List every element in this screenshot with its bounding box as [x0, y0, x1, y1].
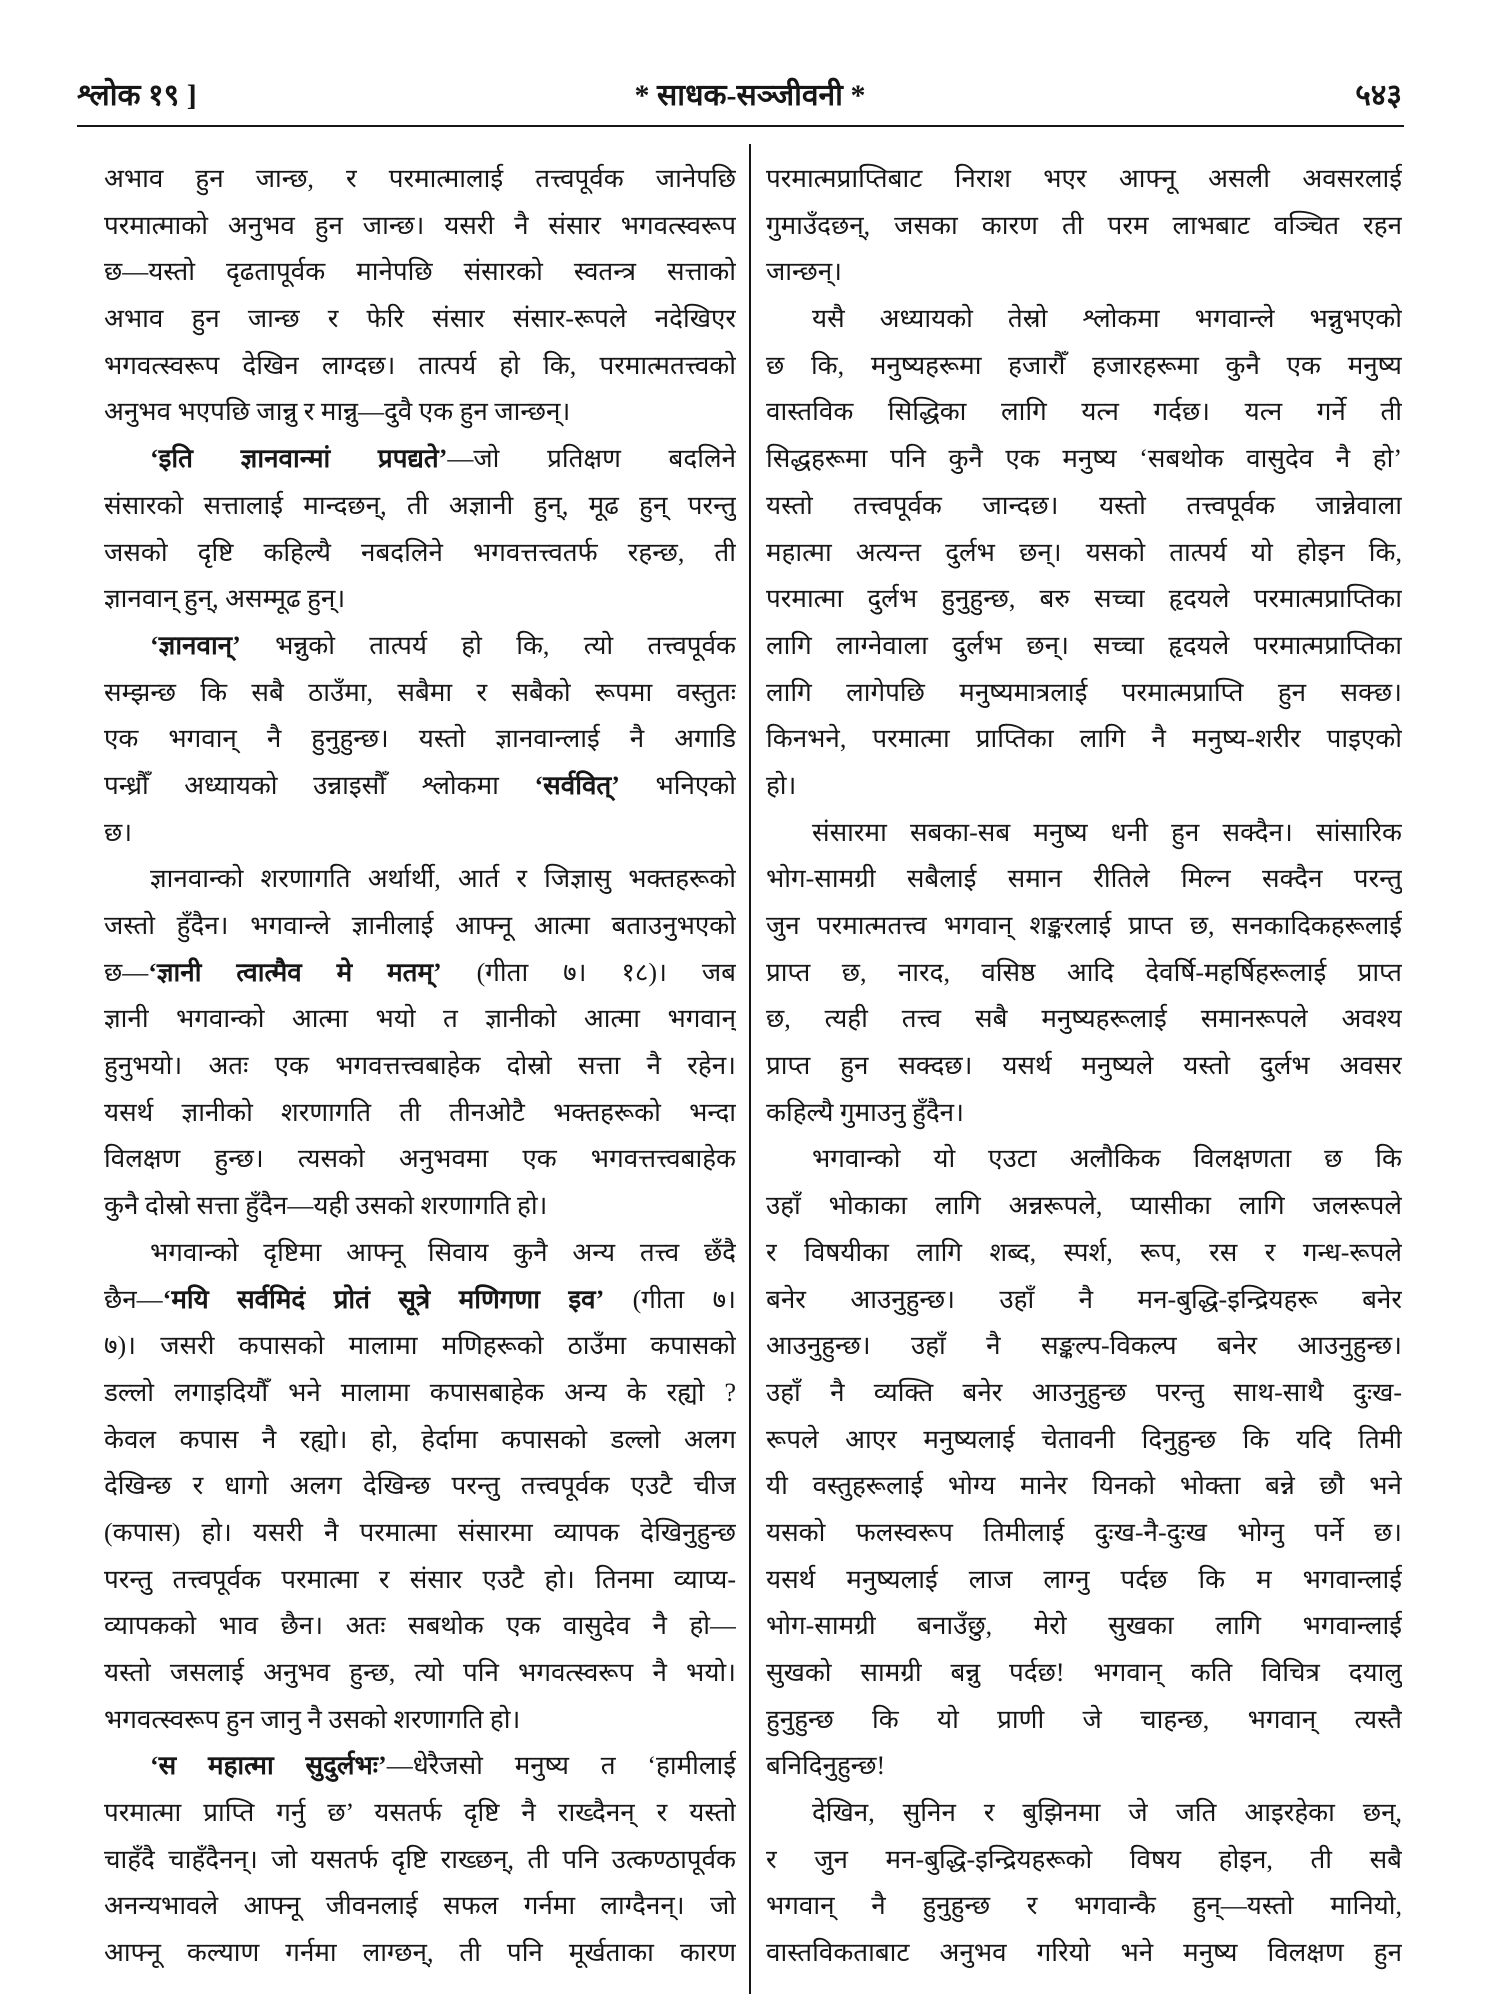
- text-line: [104, 1510, 736, 1557]
- text-segment: अनन्यभावले आफ्नू जीवनलाई सफल गर्नमा लाग्दैनन्। जो: [104, 1891, 736, 1921]
- text-segment: भगवत्स्वरूप हुन जानु नै उसको शरणागति हो।: [104, 1704, 521, 1734]
- text-segment: अनुभव भएपछि जान्नु र मान्नु—दुवै एक हुन जान्छन्।: [104, 397, 571, 427]
- text-segment: (गीता ७।: [604, 1284, 736, 1314]
- bold-phrase: ‘मयि सर्वमिदं प्रोतं सूत्रे मणिगणा इव’: [162, 1284, 605, 1314]
- text-line: [766, 1883, 1402, 1930]
- paragraph: [104, 856, 736, 1230]
- text-segment: संसारमा सबका-सब मनुष्य धनी हुन सक्दैन। सांसारिक: [812, 817, 1402, 847]
- text-line: [104, 903, 736, 950]
- text-line: [766, 249, 1402, 296]
- text-line: [104, 1090, 736, 1137]
- paragraph: [766, 296, 1402, 810]
- text-segment: किनभने, परमात्मा प्राप्तिका लागि नै मनुष्य-शरीर पाइएको: [766, 724, 1402, 754]
- text-segment: देखिन्छ र धागो अलग देखिन्छ परन्तु तत्त्वपूर्वक एउटै चीज: [104, 1471, 736, 1501]
- text-segment: यी वस्तुहरूलाई भोग्य मानेर यिनको भोक्ता बन्ने छौ भने: [766, 1471, 1402, 1501]
- text-segment: सुखको सामग्री बन्नु पर्दछ! भगवान् कति विचित्र दयालु: [766, 1658, 1402, 1687]
- text-segment: परमात्माको अनुभव हुन जान्छ। यसरी नै संसार भगवत्स्वरूप: [104, 210, 736, 240]
- text-line: [104, 716, 736, 763]
- text-segment: भोग-सामग्री बनाउँछु, मेरो सुखका लागि भगवान्लाई: [766, 1611, 1402, 1641]
- text-line: [766, 950, 1402, 997]
- text-line: [104, 1650, 736, 1697]
- text-line: [104, 1323, 736, 1370]
- paragraph: [766, 1790, 1402, 1977]
- text-line: [104, 856, 736, 903]
- text-line: [104, 576, 736, 623]
- text-segment: छैन—: [104, 1284, 163, 1314]
- text-line: [104, 483, 736, 530]
- text-line: [766, 903, 1402, 950]
- text-segment: महात्मा अत्यन्त दुर्लभ छन्। यसको तात्पर्य यो होइन कि,: [766, 537, 1402, 567]
- text-segment: छ—यस्तो दृढतापूर्वक मानेपछि संसारको स्वतन्त्र सत्ताको: [104, 257, 736, 287]
- text-line: [766, 1557, 1402, 1604]
- text-segment: भगवत्स्वरूप देखिन लाग्दछ। तात्पर्य हो कि, परमात्मतत्त्वको: [104, 350, 736, 380]
- text-line: [104, 203, 736, 250]
- text-line: [766, 1650, 1402, 1697]
- text-line: [104, 996, 736, 1043]
- text-line: [766, 1837, 1402, 1884]
- text-line: [766, 343, 1402, 390]
- header-rule: [77, 125, 1404, 127]
- column-left: [104, 156, 736, 1977]
- text-segment: हुनुहुन्छ कि यो प्राणी जे चाहन्छ, भगवान् त्यस्तै: [766, 1704, 1402, 1734]
- text-segment: जान्छन्।: [766, 257, 842, 287]
- text-segment: छ कि, मनुष्यहरूमा हजारौँ हजारहरूमा कुनै एक मनुष्य: [766, 350, 1402, 380]
- text-line: [104, 1697, 736, 1744]
- text-line: [766, 810, 1402, 857]
- text-segment: केवल कपास नै रह्यो। हो, हेर्दामा कपासको डल्लो अलग: [104, 1424, 736, 1454]
- text-segment: रूपले आएर मनुष्यलाई चेतावनी दिनुहुन्छ कि यदि तिमी: [766, 1424, 1402, 1454]
- text-segment: परन्तु तत्त्वपूर्वक परमात्मा र संसार एउटै हो। तिनमा व्याप्य-: [104, 1564, 736, 1594]
- text-line: [766, 1323, 1402, 1370]
- text-segment: बनेर आउनुहुन्छ। उहाँ नै मन-बुद्धि-इन्द्रियहरू बनेर: [766, 1284, 1402, 1314]
- text-line: [766, 1743, 1402, 1790]
- text-segment: अभाव हुन जान्छ, र परमात्मालाई तत्त्वपूर्वक जानेपछि: [104, 164, 736, 193]
- text-line: [766, 1136, 1402, 1183]
- text-segment: कहिल्यै गुमाउनु हुँदैन।: [766, 1097, 964, 1127]
- text-line: [104, 1463, 736, 1510]
- text-segment: चाहँदै चाहँदैनन्। जो यसतर्फ दृष्टि राख्छन्, ती पनि उत्कण्ठापूर्वक: [104, 1844, 736, 1874]
- text-line: [766, 203, 1402, 250]
- text-segment: देखिन, सुनिन र बुझिनमा जे जति आइरहेका छन्,: [812, 1798, 1402, 1828]
- text-segment: भगवान्को दृष्टिमा आफ्नू सिवाय कुनै अन्य तत्त्व छँदै: [150, 1237, 736, 1267]
- text-segment: विलक्षण हुन्छ। त्यसको अनुभवमा एक भगवत्तत्त्वबाहेक: [104, 1144, 736, 1174]
- text-segment: अभाव हुन जान्छ र फेरि संसार संसार-रूपले नदेखिएर: [104, 304, 736, 334]
- text-line: [766, 1463, 1402, 1510]
- text-line: [104, 1230, 736, 1277]
- text-segment: भोग-सामग्री सबैलाई समान रीतिले मिल्न सक्दैन परन्तु: [766, 864, 1402, 894]
- text-line: [104, 1743, 736, 1790]
- text-line: [104, 1043, 736, 1090]
- text-line: [766, 763, 1402, 810]
- text-segment: संसारको सत्तालाई मान्दछन्, ती अज्ञानी हुन्, मूढ हुन् परन्तु: [104, 490, 736, 520]
- text-segment: छ, त्यही तत्त्व सबै मनुष्यहरूलाई समानरूपले अवश्य: [766, 1004, 1402, 1034]
- text-line: [766, 623, 1402, 670]
- text-line: [104, 1930, 736, 1977]
- text-segment: जसको दृष्टि कहिल्यै नबदलिने भगवत्तत्त्वतर्फ रहन्छ, ती: [104, 537, 736, 567]
- text-line: [766, 1790, 1402, 1837]
- text-segment: परमात्मप्राप्तिबाट निराश भएर आफ्नू असली अवसरलाई: [766, 164, 1402, 193]
- text-line: [104, 343, 736, 390]
- text-segment: प्राप्त हुन सक्दछ। यसर्थ मनुष्यले यस्तो दुर्लभ अवसर: [766, 1051, 1402, 1081]
- text-line: [104, 1837, 736, 1884]
- paragraph: [766, 1136, 1402, 1790]
- text-segment: आफ्नू कल्याण गर्नमा लाग्छन्, ती पनि मूर्खताका कारण: [104, 1938, 736, 1968]
- text-line: [104, 1603, 736, 1650]
- text-segment: सम्झन्छ कि सबै ठाउँमा, सबैमा र सबैको रूपमा वस्तुतः: [104, 677, 736, 707]
- bold-phrase: ‘ज्ञानवान्’: [150, 630, 241, 660]
- text-line: [766, 856, 1402, 903]
- text-line: [766, 483, 1402, 530]
- text-line: [766, 1697, 1402, 1744]
- text-line: [766, 156, 1402, 203]
- text-line: [766, 1230, 1402, 1277]
- page-number: ५४३: [1355, 79, 1402, 112]
- text-line: [766, 296, 1402, 343]
- paragraph: [104, 1743, 736, 1976]
- text-line: [104, 436, 736, 483]
- text-line: [104, 810, 736, 857]
- text-segment: प्राप्त छ, नारद, वसिष्ठ आदि देवर्षि-महर्षिहरूलाई प्राप्त: [766, 957, 1402, 987]
- text-line: [766, 436, 1402, 483]
- text-segment: व्यापकको भाव छैन। अतः सबथोक एक वासुदेव नै हो—: [104, 1611, 736, 1641]
- text-line: [766, 1510, 1402, 1557]
- text-line: [766, 1183, 1402, 1230]
- text-segment: (कपास) हो। यसरी नै परमात्मा संसारमा व्यापक देखिनुहुन्छ: [104, 1517, 736, 1547]
- text-segment: लागि लाग्नेवाला दुर्लभ छन्। सच्चा हृदयले परमात्मप्राप्तिका: [766, 630, 1402, 660]
- text-line: [104, 296, 736, 343]
- text-segment: लागि लागेपछि मनुष्यमात्रलाई परमात्मप्राप्ति हुन सक्छ।: [766, 677, 1402, 707]
- text-segment: वास्तविकताबाट अनुभव गरियो भने मनुष्य विलक्षण हुन: [766, 1938, 1402, 1968]
- bold-phrase: ‘इति ज्ञानवान्मां प्रपद्यते’: [150, 444, 448, 474]
- text-line: [104, 1883, 736, 1930]
- text-line: [766, 389, 1402, 436]
- bold-phrase: ‘स महात्मा सुदुर्लभः’: [150, 1751, 387, 1781]
- text-segment: कुनै दोस्रो सत्ता हुँदैन—यही उसको शरणागति हो।: [104, 1191, 548, 1221]
- text-segment: —धेरैजसो मनुष्य त ‘हामीलाई: [386, 1751, 736, 1781]
- text-segment: परमात्मा दुर्लभ हुनुहुन्छ, बरु सच्चा हृदयले परमात्मप्राप्तिका: [766, 584, 1402, 614]
- text-segment: वास्तविक सिद्धिका लागि यत्न गर्दछ। यत्न गर्ने ती: [766, 397, 1402, 427]
- running-head-title: * साधक-सञ्जीवनी *: [634, 79, 866, 112]
- text-segment: (गीता ७। १८)। जब: [441, 957, 736, 987]
- text-line: [766, 670, 1402, 717]
- text-segment: यसै अध्यायको तेस्रो श्लोकमा भगवान्ले भन्नुभएको: [812, 304, 1402, 334]
- text-segment: गुमाउँदछन्, जसका कारण ती परम लाभबाट वञ्चित रहन: [766, 210, 1402, 240]
- text-line: [766, 1417, 1402, 1464]
- text-line: [104, 1370, 736, 1417]
- text-line: [104, 1790, 736, 1837]
- text-segment: आउनुहुन्छ। उहाँ नै सङ्कल्प-विकल्प बनेर आउनुहुन्छ।: [766, 1331, 1402, 1361]
- text-segment: भन्नुको तात्पर्य हो कि, त्यो तत्त्वपूर्वक: [240, 630, 736, 660]
- paragraph: [104, 156, 736, 436]
- column-divider: [749, 144, 751, 1994]
- text-segment: डल्लो लगाइदियौँ भने मालामा कपासबाहेक अन्य के रह्यो ?: [104, 1377, 736, 1407]
- paragraph: [104, 436, 736, 623]
- text-segment: जुन परमात्मतत्त्व भगवान् शङ्करलाई प्राप्त छ, सनकादिकहरूलाई: [766, 911, 1402, 940]
- text-segment: एक भगवान् नै हुनुहुन्छ। यस्तो ज्ञानवान्लाई नै अगाडि: [104, 724, 736, 754]
- paragraph: [104, 1230, 736, 1744]
- text-segment: छ।: [104, 817, 133, 847]
- text-line: [766, 996, 1402, 1043]
- text-line: [766, 1277, 1402, 1324]
- text-line: [104, 763, 736, 810]
- text-segment: यसर्थ ज्ञानीको शरणागति ती तीनओटै भक्तहरूको भन्दा: [104, 1097, 736, 1127]
- text-line: [104, 389, 736, 436]
- text-segment: र जुन मन-बुद्धि-इन्द्रियहरूको विषय होइन, ती सबै: [766, 1844, 1402, 1874]
- text-segment: यस्तो जसलाई अनुभव हुन्छ, त्यो पनि भगवत्स्वरूप नै भयो।: [104, 1658, 736, 1687]
- text-line: [104, 1557, 736, 1604]
- text-segment: परमात्मा प्राप्ति गर्नु छ’ यसतर्फ दृष्टि नै राख्दैनन् र यस्तो: [104, 1798, 736, 1828]
- text-segment: हो।: [766, 770, 797, 800]
- paragraph: [766, 156, 1402, 296]
- text-segment: पन्ध्रौँ अध्यायको उन्नाइसौँ श्लोकमा: [104, 770, 535, 800]
- text-segment: ज्ञानी भगवान्को आत्मा भयो त ज्ञानीको आत्मा भगवान्: [104, 1004, 736, 1034]
- text-segment: यस्तो तत्त्वपूर्वक जान्दछ। यस्तो तत्त्वपूर्वक जान्नेवाला: [766, 490, 1402, 520]
- text-line: [104, 530, 736, 577]
- text-segment: र विषयीका लागि शब्द, स्पर्श, रूप, रस र गन्ध-रूपले: [766, 1237, 1402, 1267]
- text-line: [766, 530, 1402, 577]
- bold-phrase: ‘सर्ववित्’: [534, 770, 620, 800]
- text-line: [766, 1090, 1402, 1137]
- text-line: [104, 249, 736, 296]
- text-segment: छ—: [104, 957, 149, 987]
- text-segment: बनिदिनुहुन्छ!: [766, 1751, 886, 1781]
- running-head-section: श्लोक १९ ]: [77, 79, 197, 112]
- text-line: [104, 950, 736, 997]
- paragraph: [766, 810, 1402, 1137]
- text-segment: यसर्थ मनुष्यलाई लाज लाग्नु पर्दछ कि म भगवान्लाई: [766, 1564, 1402, 1594]
- text-segment: ज्ञानवान्को शरणागति अर्थार्थी, आर्त र जिज्ञासु भक्तहरूको: [150, 864, 736, 894]
- text-segment: सिद्धहरूमा पनि कुनै एक मनुष्य ‘सबथोक वासुदेव नै हो’: [766, 444, 1402, 474]
- text-line: [104, 1183, 736, 1230]
- text-segment: जस्तो हुँदैन। भगवान्ले ज्ञानीलाई आफ्नू आत्मा बताउनुभएको: [104, 911, 736, 940]
- text-segment: उहाँ नै व्यक्ति बनेर आउनुहुन्छ परन्तु साथ-साथै दुःख-: [766, 1377, 1402, 1407]
- text-segment: यसको फलस्वरूप तिमीलाई दुःख-नै-दुःख भोग्नु पर्ने छ।: [766, 1517, 1402, 1547]
- paragraph: [104, 623, 736, 856]
- text-line: [104, 1136, 736, 1183]
- text-segment: हुनुभयो। अतः एक भगवत्तत्त्वबाहेक दोस्रो सत्ता नै रहेन।: [104, 1051, 736, 1081]
- text-segment: भगवान्को यो एउटा अलौकिक विलक्षणता छ कि: [812, 1144, 1402, 1174]
- text-line: [766, 1603, 1402, 1650]
- text-segment: ७)। जसरी कपासको मालामा मणिहरूको ठाउँमा कपासको: [104, 1331, 736, 1361]
- text-segment: उहाँ भोकाका लागि अन्नरूपले, प्यासीका लागि जलरूपले: [766, 1191, 1402, 1221]
- text-line: [766, 576, 1402, 623]
- text-line: [104, 1277, 736, 1324]
- text-line: [766, 1930, 1402, 1977]
- text-line: [104, 1417, 736, 1464]
- text-segment: भगवान् नै हुनुहुन्छ र भगवान्कै हुन्—यस्तो मानियो,: [766, 1891, 1402, 1921]
- text-line: [104, 670, 736, 717]
- text-segment: भनिएको: [619, 770, 736, 800]
- text-line: [766, 1043, 1402, 1090]
- text-line: [766, 1370, 1402, 1417]
- text-line: [104, 156, 736, 203]
- column-right: [766, 156, 1402, 1977]
- text-segment: —जो प्रतिक्षण बदलिने: [447, 444, 736, 474]
- text-line: [766, 716, 1402, 763]
- text-line: [104, 623, 736, 670]
- bold-phrase: ‘ज्ञानी त्वात्मैव मे मतम्’: [148, 957, 442, 987]
- text-segment: ज्ञानवान् हुन्, असम्मूढ हुन्।: [104, 584, 346, 614]
